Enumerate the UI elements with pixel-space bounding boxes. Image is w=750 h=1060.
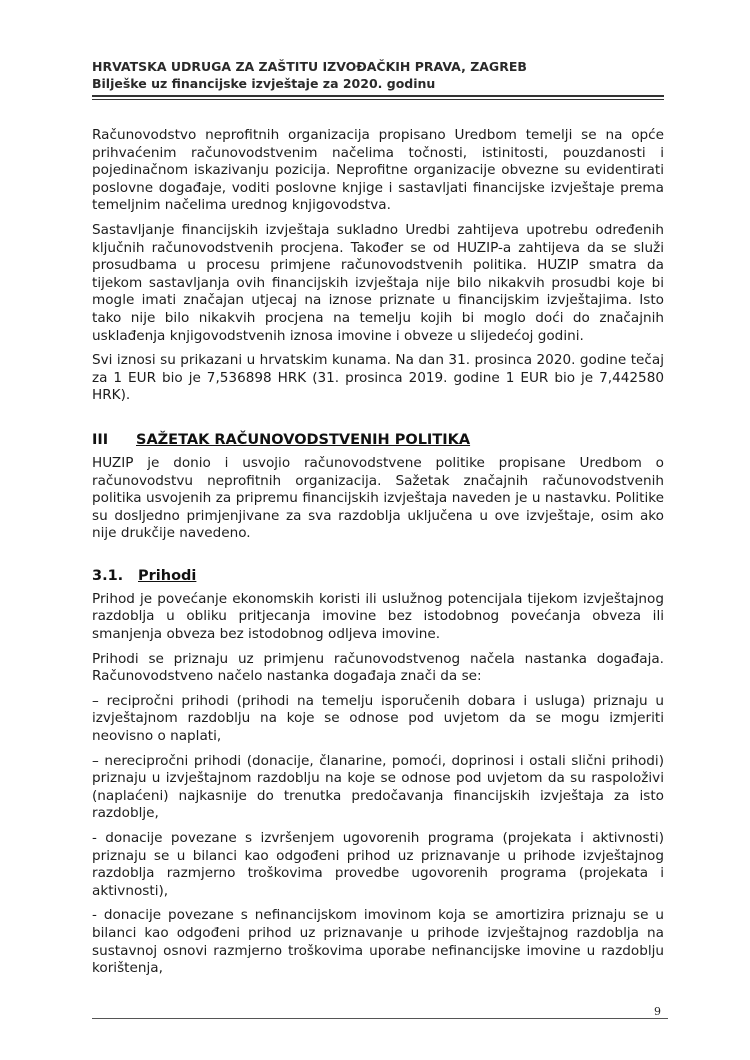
paragraph-revenue-definition: Prihod je povećanje ekonomskih koristi ili uslužnog potencijala tijekom izvještajnog razdoblja u obliku pritjecanja imovine bez istodobnog povećanja obveza ili smanjenja obveza bez istodobnog odljeva imovine. <box>92 590 664 643</box>
list-item-program-donations: - donacije povezane s izvršenjem ugovorenih programa (projekata i aktivnosti) priznaju se u bilanci kao odgođeni prihod uz priznavanje u prihode izvještajnog razdoblja razmjerno troškovima provedbe ugovorenih programa (projekata i aktivnosti), <box>92 830 664 899</box>
organization-name: HRVATSKA UDRUGA ZA ZAŠTITU IZVOĐAČKIH PRAVA, ZAGREB <box>92 59 527 74</box>
footer-rule <box>92 1018 668 1019</box>
paragraph-estimates: Sastavljanje financijskih izvještaja sukladno Uredbi zahtijeva upotrebu određenih ključnih računovodstvenih procjena. Također se od HUZIP-a zahtijeva da se služi prosudbama u procesu primjene računovodstvenih politika. HUZIP smatra da tijekom sastavljanja ovih financijskih izvještaja nije bilo nikakvih prosudbi koje bi mogle imati značajan utjecaj na iznose priznate u financijskim izvještajima. Isto tako nije bilo nikakvih procjena na temelju kojih bi moglo doći do značajnih usklađenja knjigovodstvenih iznosa imovine i obveze u slijedećoj godini. <box>92 221 664 344</box>
document-subtitle: Bilješke uz financijske izvještaje za 2020. godinu <box>92 76 436 91</box>
section-heading-iii <box>92 431 664 449</box>
list-item-nonreciprocal-revenue: – nerecipročni prihodi (donacije, članarine, pomoći, doprinosi i ostali slični prihodi) priznaju u izvještajnom razdoblju na koje se odnose pod uvjetom da su raspoloživi (naplaćeni) najkasnije do trenutka predočavanja financijskih izvještaja za isto razdoblje, <box>92 752 664 822</box>
paragraph-currency: Svi iznosi su prikazani u hrvatskim kunama. Na dan 31. prosinca 2020. godine tečaj za 1 EUR bio je 7,536898 HRK (31. prosinca 2019. godine 1 EUR bio je 7,442580 HRK). <box>92 352 664 404</box>
section-title: SAŽETAK RAČUNOVODSTVENIH POLITIKA <box>136 431 471 448</box>
list-item-reciprocal-revenue: – recipročni prihodi (prihodi na temelju isporučenih dobara i usluga) priznaju u izvještajnom razdoblju na koje se odnose pod uvjetom da se mogu izmjeriti neovisno o naplati, <box>92 692 664 745</box>
section-number: III <box>92 431 109 448</box>
header-rule-thin <box>92 99 664 100</box>
document-header <box>92 58 672 92</box>
header-rule-thick <box>92 95 664 97</box>
page-number: 9 <box>654 1005 661 1018</box>
paragraph-policies-summary: HUZIP je donio i usvojio računovodstvene politike propisane Uredbom o računovodstvu neprofitnih organizacija. Sažetak značajnih računovodstvenih politika usvojenih za pripremu financijskih izvještaja naveden je u nastavku. Politike su dosljedno primjenjivane za sva razdoblja uključena u ove izvještaje, osim ako nije drukčije navedeno. <box>92 454 664 542</box>
subsection-number: 3.1. <box>92 567 124 584</box>
paragraph-accounting-principles: Računovodstvo neprofitnih organizacija propisano Uredbom temelji se na opće prihvaćenim računovodstvenim načelima točnosti, istinitosti, pouzdanosti i pojedinačnom iskazivanju pozicija. Neprofitne organizacije obvezne su evidentirati poslovne događaje, voditi poslovne knjige i sastavljati financijske izvještaje prema temeljnim načelima urednog knjigovodstva. <box>92 127 664 214</box>
subsection-heading-3-1 <box>92 567 664 585</box>
subsection-title: Prihodi <box>138 567 197 584</box>
list-item-asset-donations: - donacije povezane s nefinancijskom imovinom koja se amortizira priznaju se u bilanci kao odgođeni prihod uz priznavanje u prihode izvještajnog razdoblja na sustavnoj osnovi razmjerno troškovima uporabe nefinancijske imovine u razdoblju korištenja, <box>92 907 664 977</box>
paragraph-revenue-recognition: Prihodi se priznaju uz primjenu računovodstvenog načela nastanka događaja. Računovodstveno načelo nastanka događaja znači da se: <box>92 650 664 685</box>
document-body <box>92 127 664 985</box>
